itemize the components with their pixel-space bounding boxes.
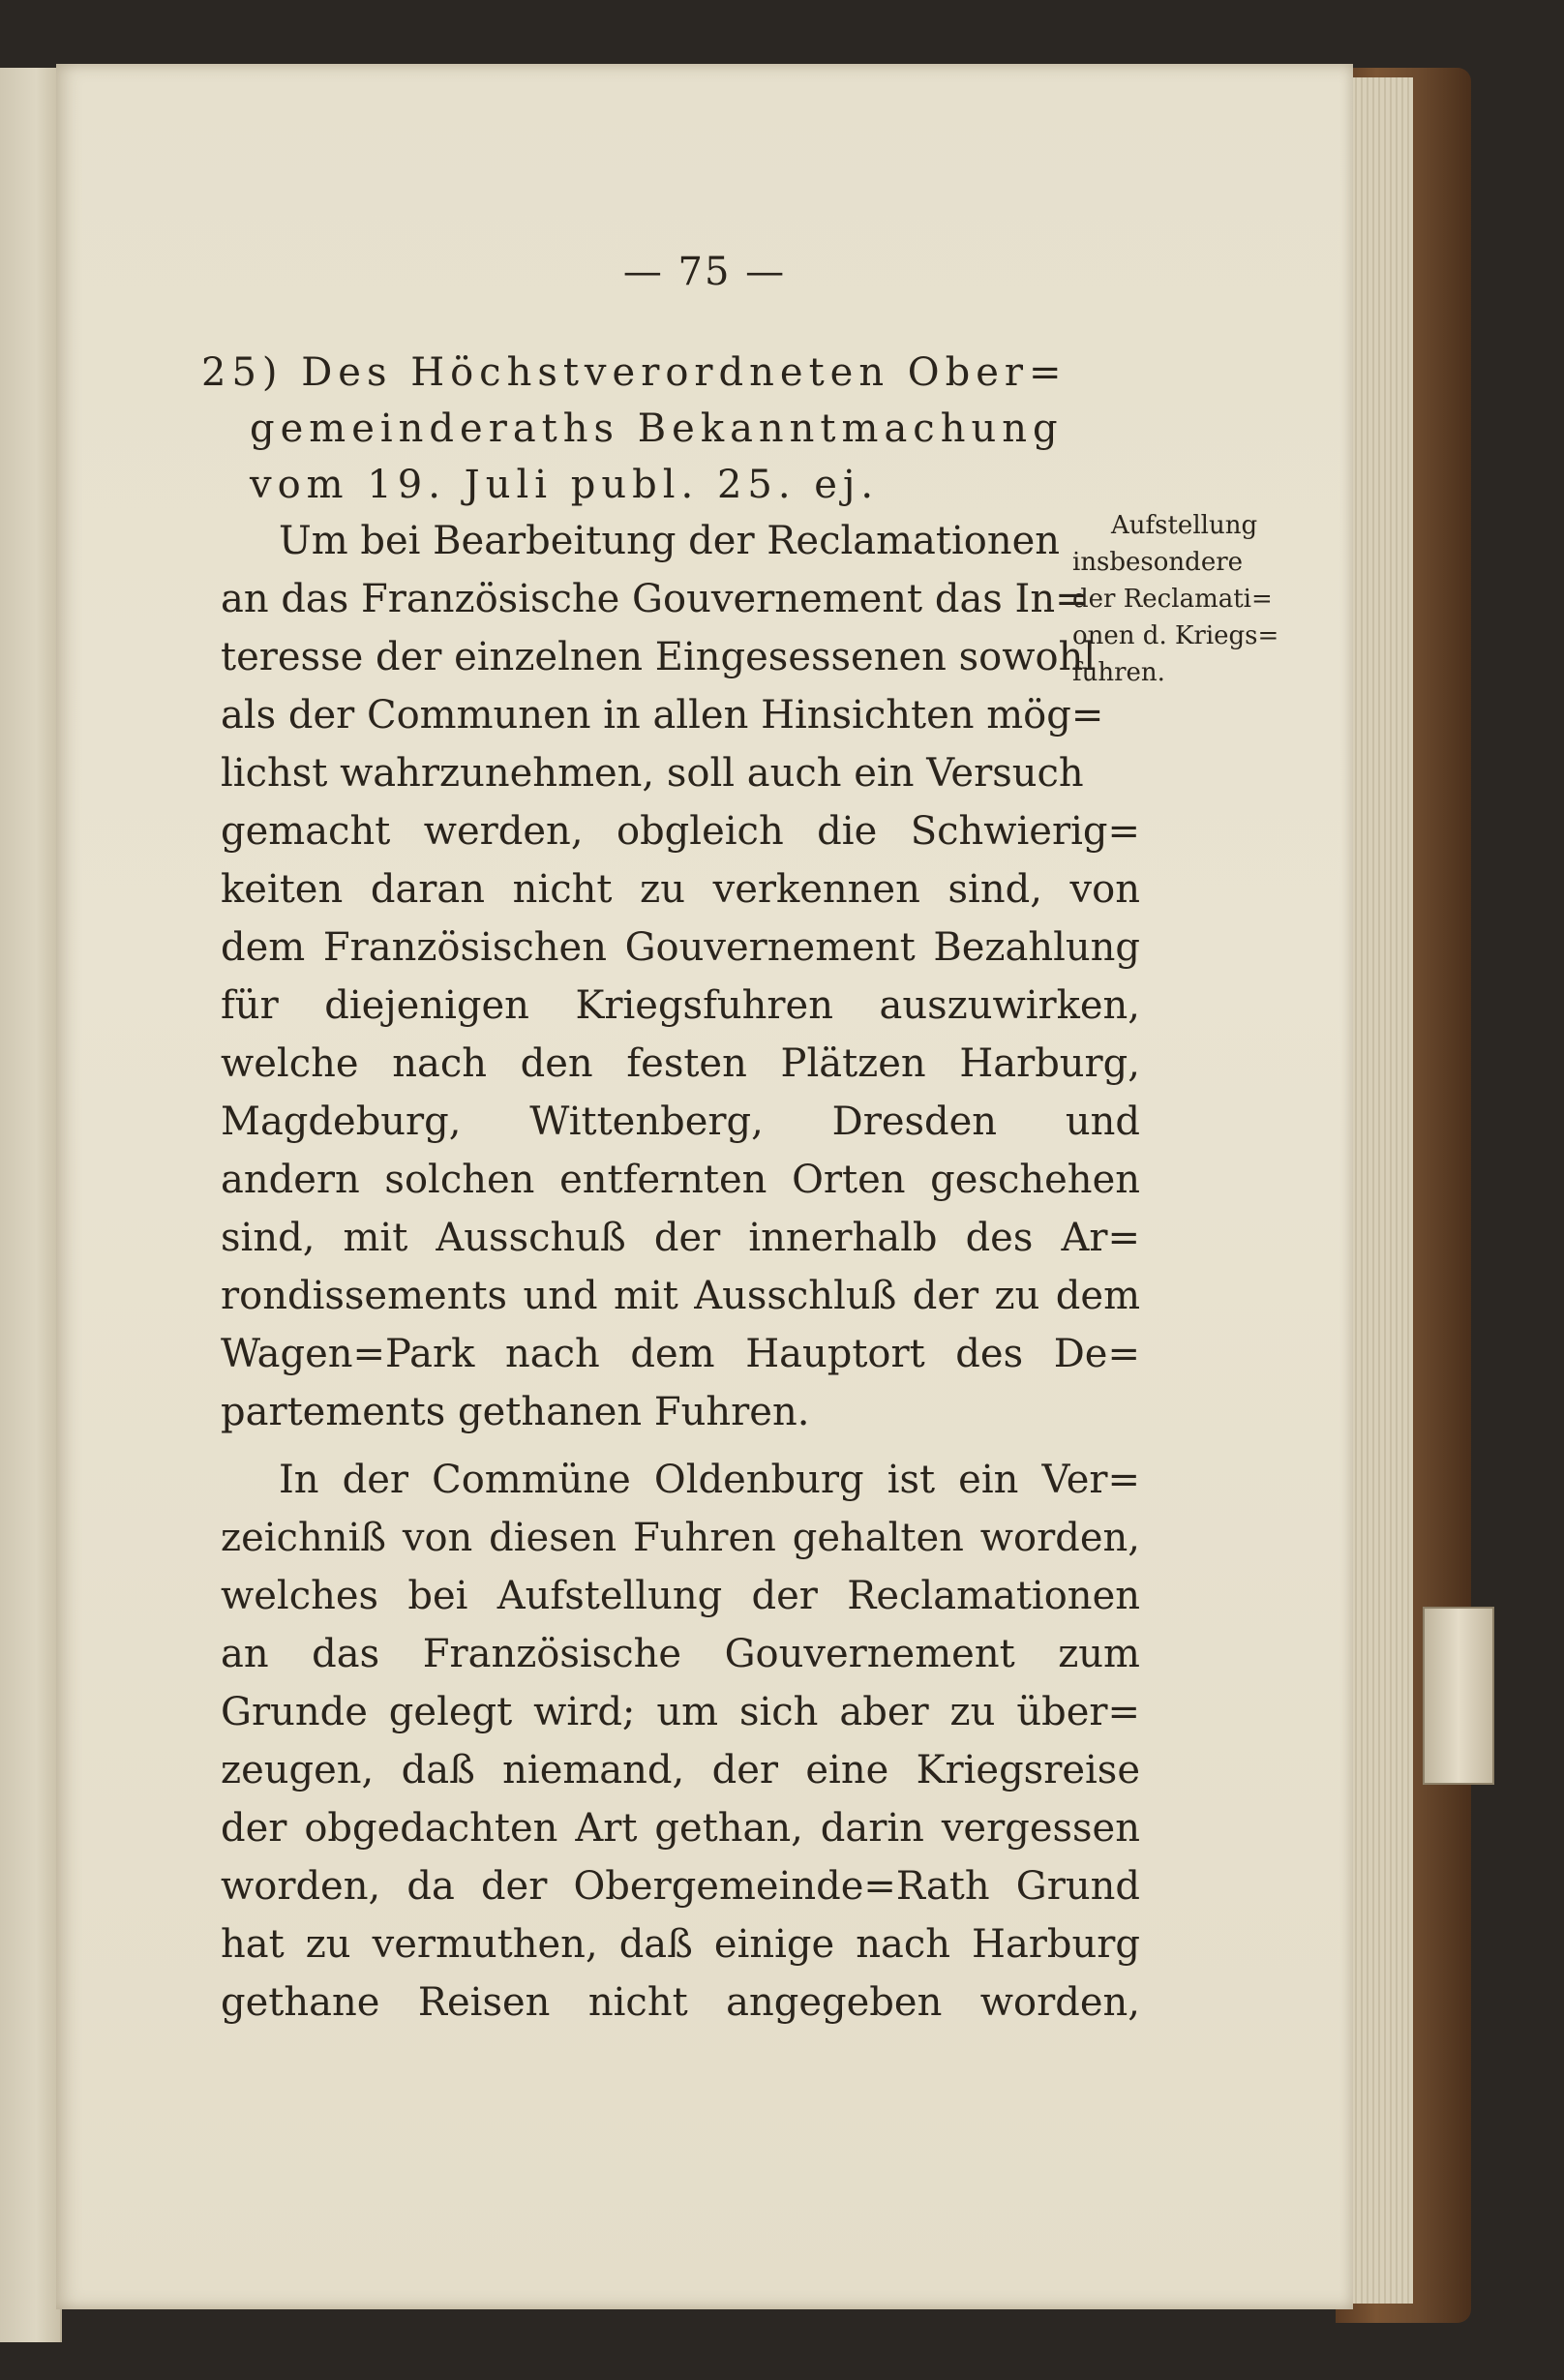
paragraph-line: hat zu vermuthen, daß einige nach Harburg [221, 1922, 1140, 1967]
paragraph-line: worden, da der Obergemeinde=Rath Grund [221, 1864, 1140, 1909]
paragraph-line: dem Französischen Gouvernement Bezahlung [221, 925, 1140, 970]
previous-page-edge [0, 68, 62, 2342]
paragraph-line: keiten daran nicht zu verkennen sind, von [221, 867, 1140, 912]
paragraph-line: Grunde gelegt wird; um sich aber zu über= [221, 1690, 1140, 1734]
paragraph-line: teresse der einzelnen Eingesessenen sowohl [221, 635, 1097, 679]
book-page [56, 64, 1353, 2309]
heading-line: vom 19. Juli publ. 25. ej. [250, 463, 880, 507]
page-number: — 75 — [622, 250, 787, 294]
paragraph-line: für diejenigen Kriegsfuhren auszuwirken, [221, 983, 1140, 1028]
heading-line: 25) Des Höchstverordneten Ober= [201, 350, 1068, 395]
paragraph-line: an das Französische Gouvernement zum [221, 1632, 1140, 1676]
paragraph-line: andern solchen entfernten Orten geschehen [221, 1158, 1140, 1202]
paragraph-line: Wagen=Park nach dem Hauptort des De= [221, 1332, 1140, 1376]
paragraph-line: rondissements und mit Ausschluß der zu dem [221, 1274, 1140, 1318]
paragraph-line: lichst wahrzunehmen, soll auch ein Versuch [221, 751, 1084, 796]
paragraph-line: der obgedachten Art gethan, darin vergessen [221, 1806, 1140, 1851]
paragraph-line: sind, mit Ausschuß der innerhalb des Ar= [221, 1216, 1140, 1260]
paragraph-line: gethane Reisen nicht angegeben worden, [221, 1980, 1140, 2025]
bookmark-tab [1423, 1607, 1494, 1785]
marginal-note-line: fuhren. [1072, 658, 1165, 687]
paragraph-line: als der Communen in allen Hinsichten mög= [221, 693, 1104, 738]
paragraph-line: Magdeburg, Wittenberg, Dresden und [221, 1100, 1140, 1144]
paragraph-line: welche nach den festen Plätzen Harburg, [221, 1041, 1140, 1086]
paragraph-line: In der Commüne Oldenburg ist ein Ver= [279, 1458, 1140, 1502]
paragraph-line: partements gethanen Fuhren. [221, 1390, 810, 1434]
paragraph-line: zeugen, daß niemand, der eine Kriegsreise [221, 1748, 1140, 1793]
paragraph-line: zeichniß von diesen Fuhren gehalten worden, [221, 1516, 1140, 1560]
marginal-note-line: Aufstellung [1111, 511, 1258, 540]
paragraph-line: gemacht werden, obgleich die Schwierig= [221, 809, 1140, 854]
marginal-note-line: der Reclamati= [1072, 585, 1273, 614]
marginal-note-line: insbesondere [1072, 548, 1244, 577]
marginal-note-line: onen d. Kriegs= [1072, 621, 1279, 650]
page-stack-edge [1345, 77, 1413, 2304]
paragraph-line: welches bei Aufstellung der Reclamationen [221, 1574, 1140, 1618]
paragraph-line: an das Französische Gouvernement das In= [221, 577, 1088, 621]
heading-line: gemeinderaths Bekanntmachung [250, 407, 1064, 451]
paragraph-line: Um bei Bearbeitung der Reclamationen [279, 519, 1061, 563]
